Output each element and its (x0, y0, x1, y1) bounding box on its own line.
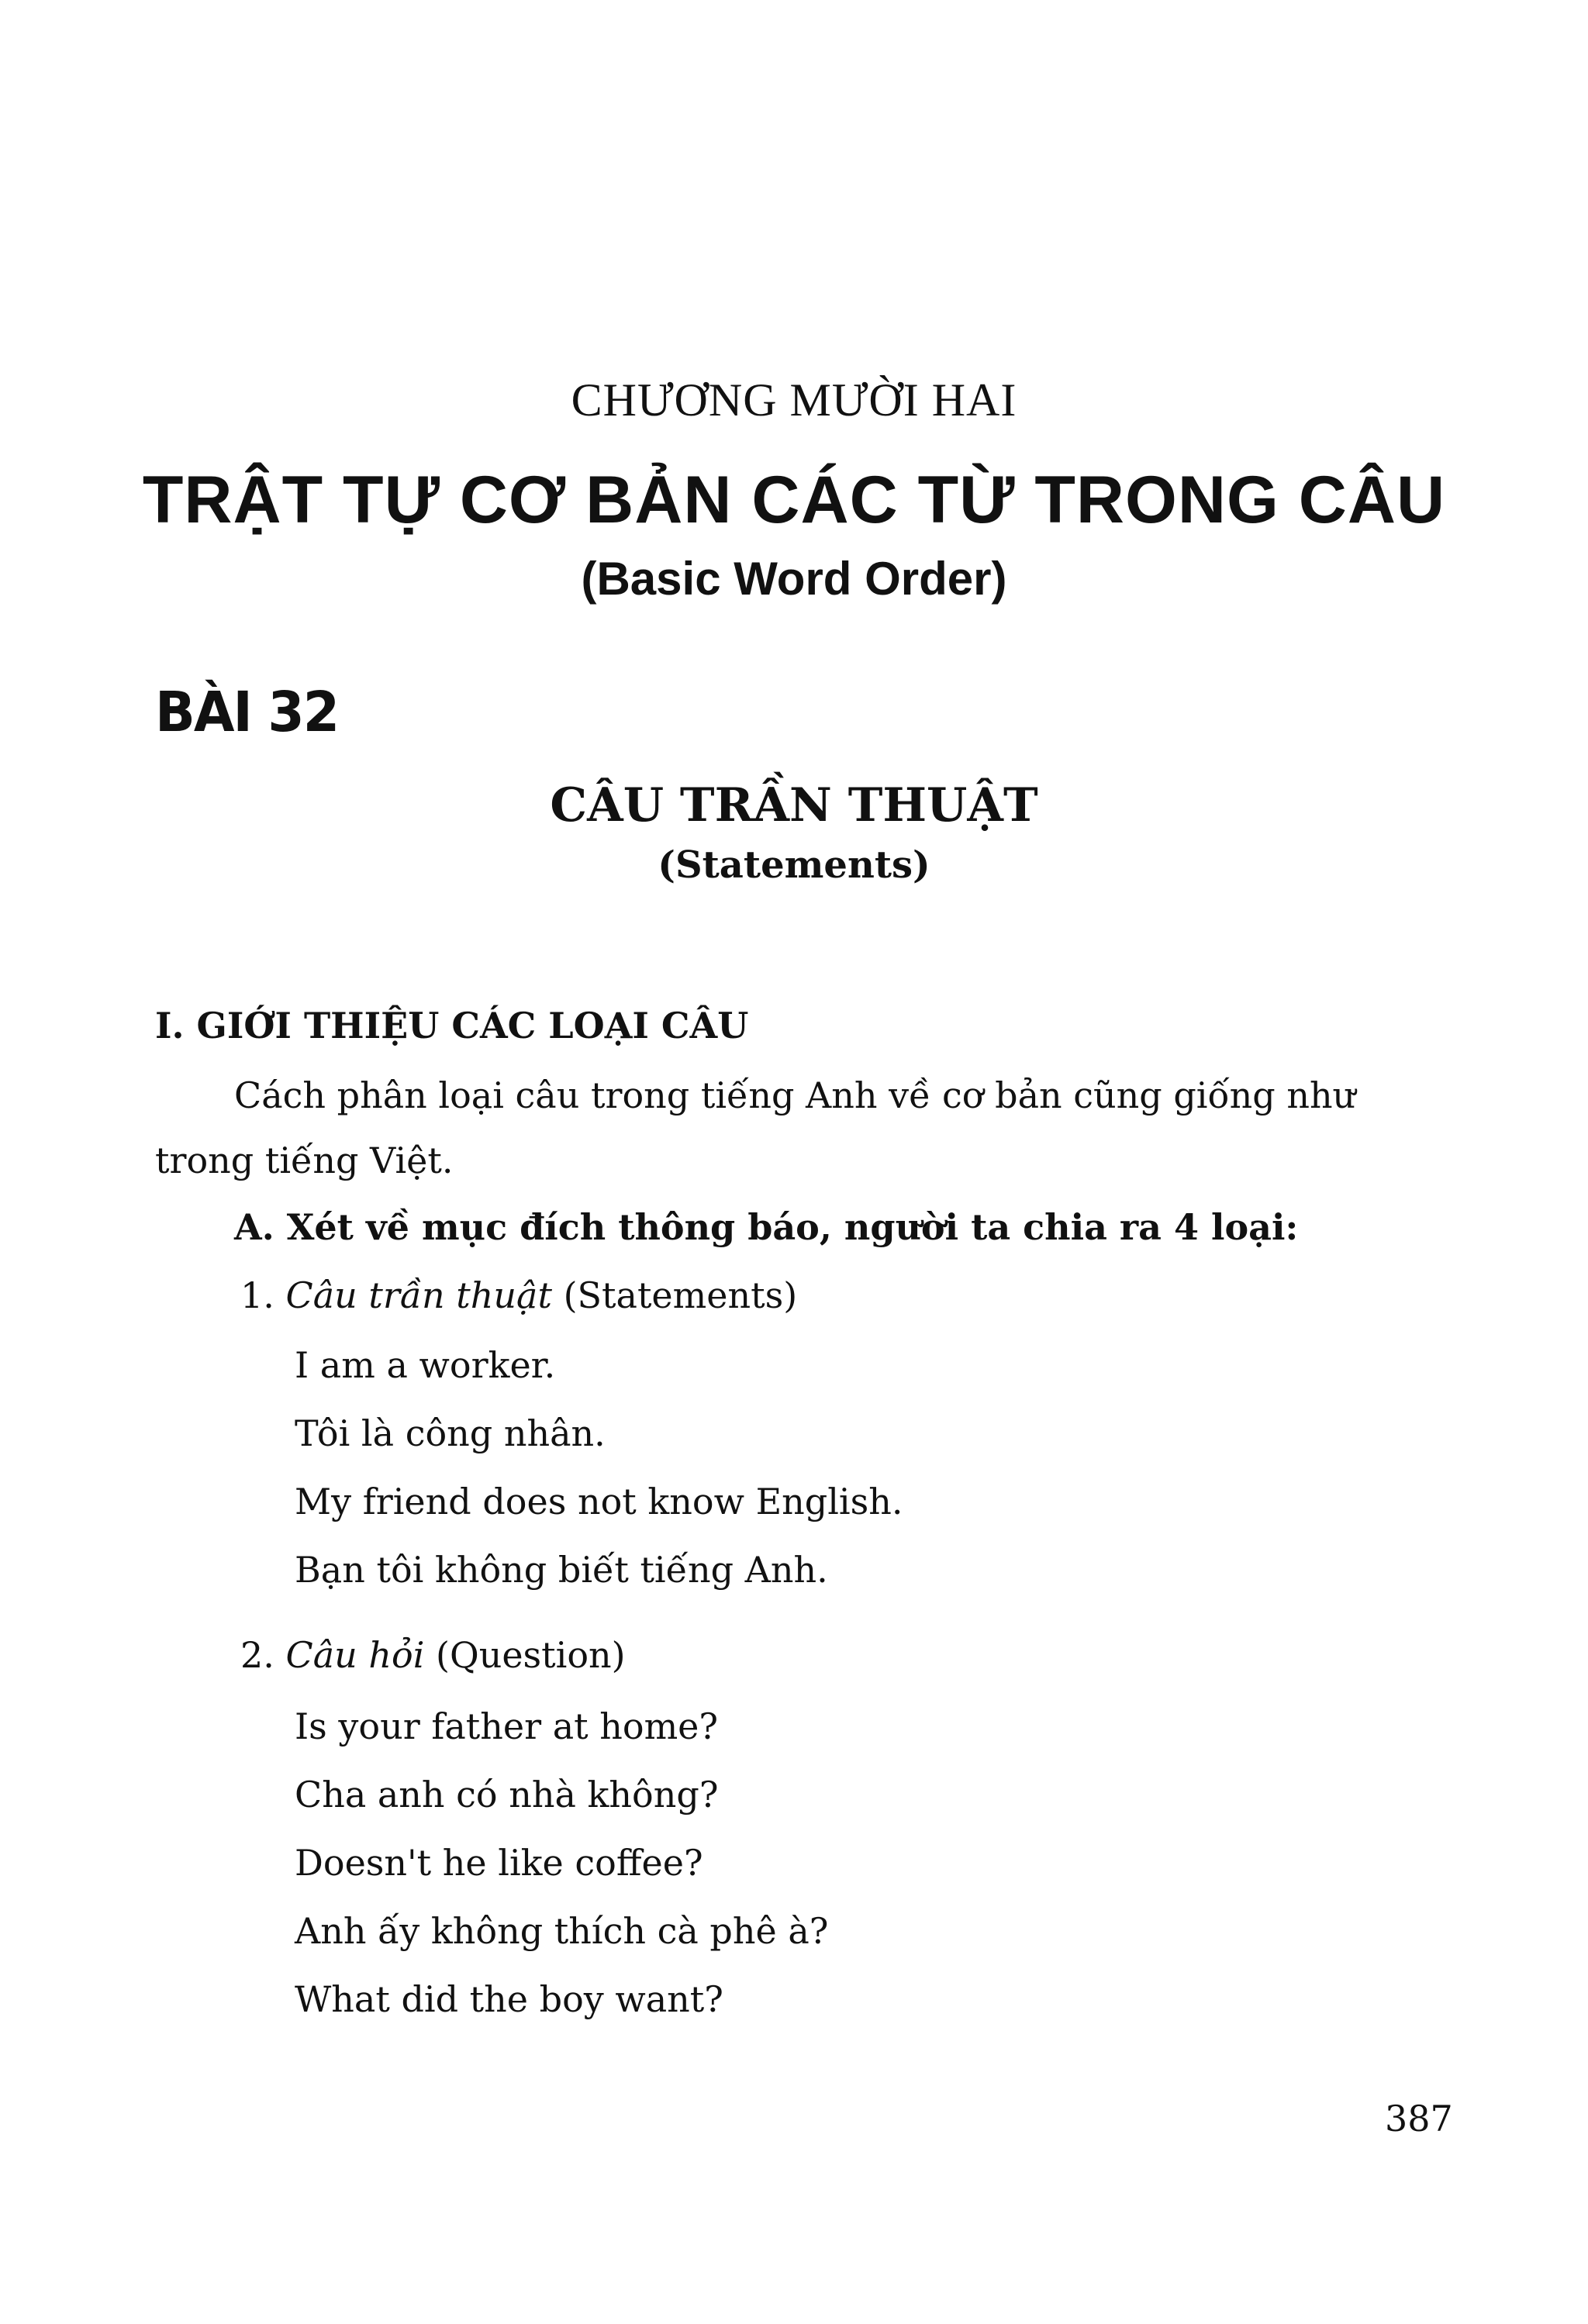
item-name: Câu hỏi (285, 1634, 425, 1676)
item-number: 1. (240, 1274, 274, 1316)
example-sentence: Doesn't he like coffee? (295, 1842, 703, 1884)
chapter-title-english: (Basic Word Order) (581, 553, 1007, 605)
chapter-title: TRẬT TỰ CƠ BẢN CÁC TỪ TRONG CÂU (142, 463, 1446, 537)
lesson-label: BÀI 32 (155, 681, 339, 745)
example-sentence: What did the boy want? (295, 1978, 723, 2020)
example-sentence: Tôi là công nhân. (295, 1412, 606, 1454)
section-title: CÂU TRẦN THUẬT (550, 778, 1038, 833)
example-sentence: Bạn tôi không biết tiếng Anh. (295, 1549, 828, 1591)
example-sentence: My friend does not know English. (295, 1481, 903, 1522)
part-heading: I. GIỚI THIỆU CÁC LOẠI CÂU (155, 1005, 749, 1046)
intro-paragraph-line-1: Cách phân loại câu trong tiếng Anh về cơ bản cũng giống như (234, 1074, 1356, 1116)
list-item-title (240, 1634, 626, 1676)
example-sentence: I am a worker. (295, 1344, 556, 1386)
list-item-title (240, 1274, 797, 1316)
chapter-label: CHƯƠNG MƯỜI HAI (571, 374, 1017, 426)
item-name: Câu trần thuật (285, 1274, 552, 1316)
example-sentence: Anh ấy không thích cà phê à? (295, 1910, 829, 1952)
page-number: 387 (1385, 2098, 1453, 2140)
sub-heading: A. Xét về mục đích thông báo, người ta chia ra 4 loại: (234, 1206, 1299, 1248)
example-sentence: Cha anh có nhà không? (295, 1774, 719, 1815)
item-english: (Question) (436, 1634, 626, 1676)
item-number: 2. (240, 1634, 274, 1676)
example-sentence: Is your father at home? (295, 1705, 719, 1747)
intro-paragraph-line-2: trong tiếng Việt. (155, 1140, 454, 1181)
section-subtitle: (Statements) (658, 843, 930, 887)
item-english: (Statements) (563, 1274, 798, 1316)
